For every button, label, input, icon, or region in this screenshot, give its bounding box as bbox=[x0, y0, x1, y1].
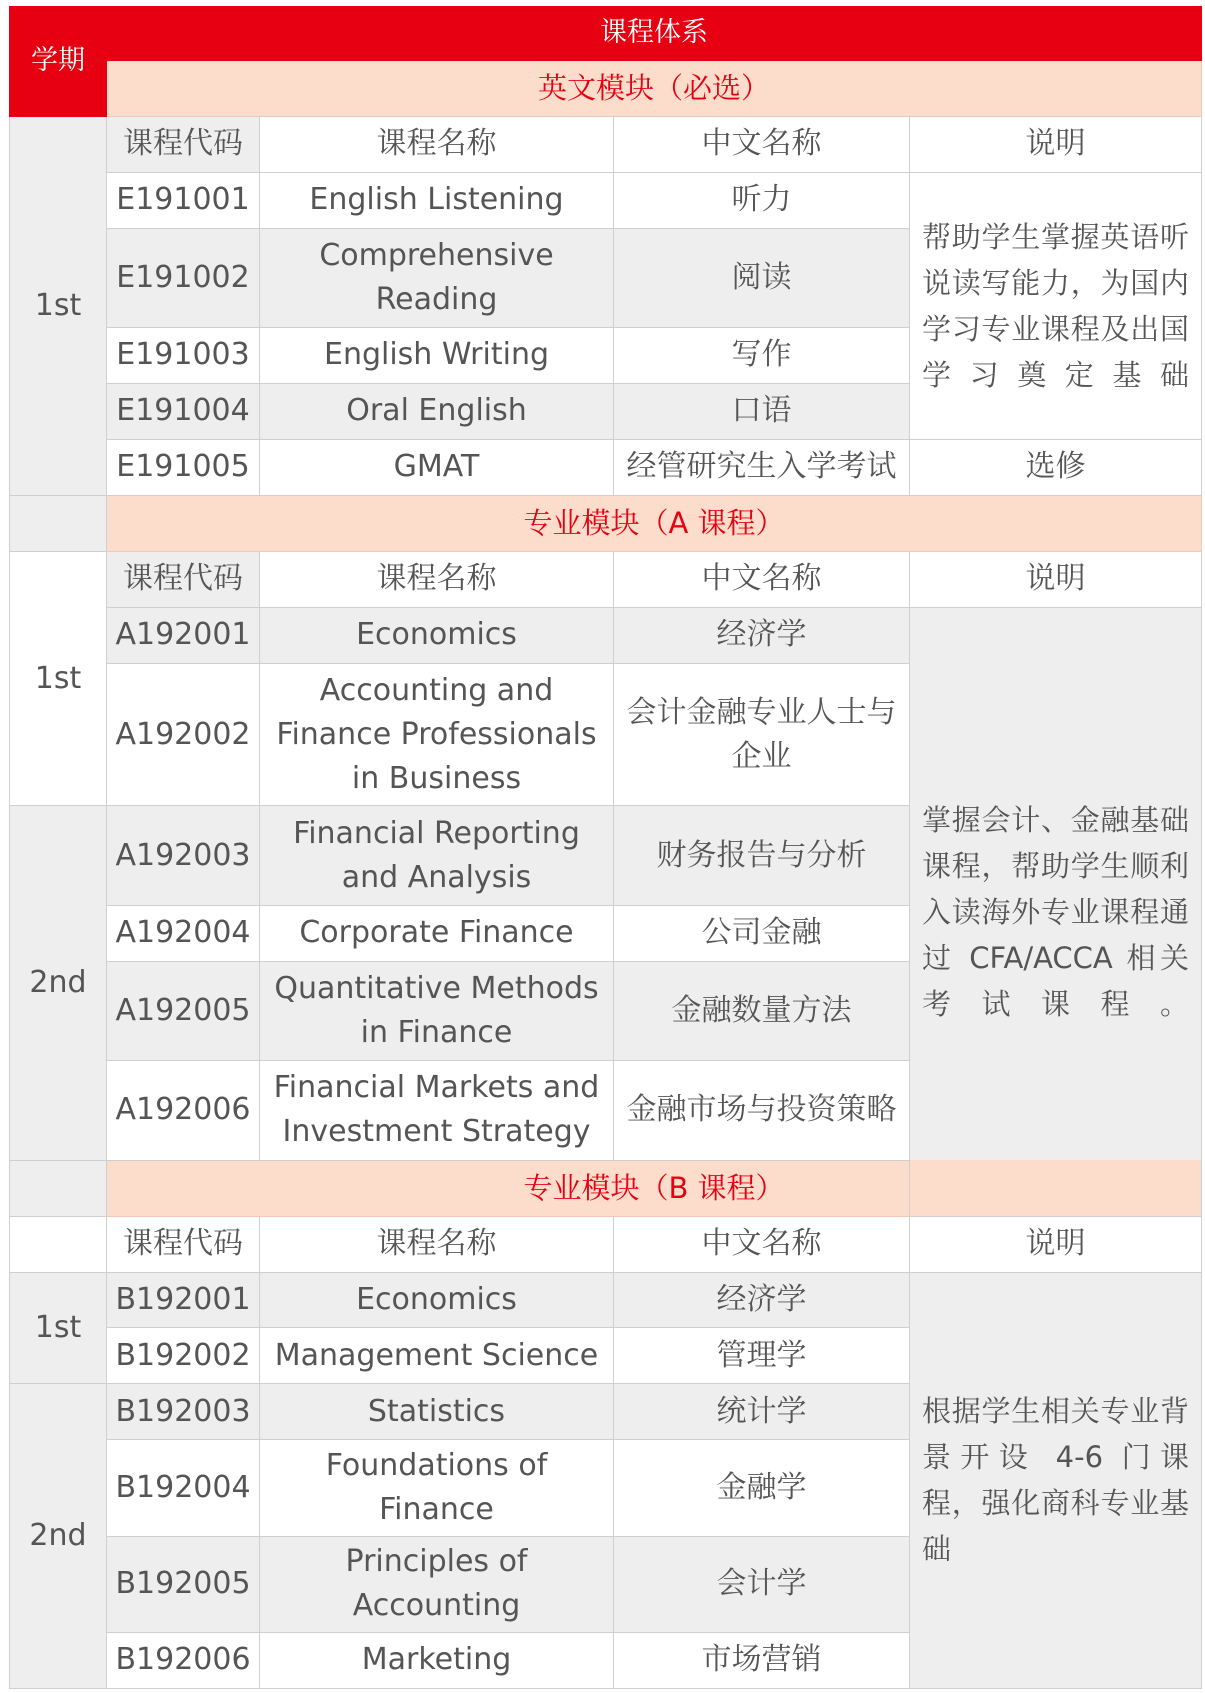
course-name: Quantitative Methods in Finance bbox=[260, 961, 614, 1060]
course-name: Foundations of Finance bbox=[260, 1440, 614, 1536]
course-name: Financial Markets and Investment Strategy bbox=[260, 1061, 614, 1160]
col-header-cn-name: 中文名称 bbox=[614, 551, 910, 607]
course-name: Corporate Finance bbox=[260, 905, 614, 961]
course-name: GMAT bbox=[260, 439, 614, 495]
col-header-desc: 说明 bbox=[910, 116, 1202, 172]
english-note-text: 帮助学生掌握英语听说读写能力，为国内学习专业课程及出国学习奠定基础 bbox=[922, 219, 1189, 392]
module-b-term1-cell: 1st bbox=[10, 1272, 107, 1384]
course-cn-name: 经管研究生入学考试 bbox=[614, 439, 910, 495]
course-code: A192003 bbox=[107, 806, 260, 905]
module-b-note-text: 根据学生相关专业背景开设 4-6 门课程，强化商科专业基础 bbox=[922, 1394, 1189, 1567]
english-term-cell: 1st bbox=[10, 116, 107, 495]
col-header-name: 课程名称 bbox=[260, 116, 614, 172]
course-cn-name: 经济学 bbox=[614, 1272, 910, 1328]
col-header-desc: 说明 bbox=[910, 551, 1202, 607]
module-a-term1-cell: 1st bbox=[10, 551, 107, 806]
module-a-title: 专业模块（A 课程） bbox=[107, 495, 1202, 551]
course-name: Oral English bbox=[260, 383, 614, 439]
module-a-note-text: 掌握会计、金融基础课程，帮助学生顺利入读海外专业课程通过 CFA/ACCA 相关考试课程。 bbox=[922, 802, 1189, 1021]
course-code: B192004 bbox=[107, 1440, 260, 1536]
module-a-note bbox=[910, 607, 1202, 1216]
course-code: A192001 bbox=[107, 607, 260, 663]
course-name: English Listening bbox=[260, 172, 614, 228]
course-cn-name: 财务报告与分析 bbox=[614, 806, 910, 905]
module-b-term2-cell: 2nd bbox=[10, 1384, 107, 1689]
elective-note: 选修 bbox=[910, 439, 1202, 495]
spacer-cell bbox=[10, 1160, 107, 1216]
module-a-term2-cell: 2nd bbox=[10, 806, 107, 1160]
col-header-code: 课程代码 bbox=[107, 116, 260, 172]
course-cn-name: 金融数量方法 bbox=[614, 961, 910, 1060]
course-name: Marketing bbox=[260, 1632, 614, 1688]
course-cn-name: 经济学 bbox=[614, 607, 910, 663]
course-name: Financial Reporting and Analysis bbox=[260, 806, 614, 905]
col-header-desc: 说明 bbox=[910, 1216, 1202, 1272]
course-code: E191001 bbox=[107, 172, 260, 228]
module-b-note bbox=[910, 1272, 1202, 1688]
course-cn-name: 听力 bbox=[614, 172, 910, 228]
course-cn-name: 公司金融 bbox=[614, 905, 910, 961]
english-module-title: 英文模块（必选） bbox=[107, 60, 1202, 116]
course-code: B192003 bbox=[107, 1384, 260, 1440]
english-note bbox=[910, 172, 1202, 439]
course-code: E191002 bbox=[107, 228, 260, 327]
spacer-cell bbox=[10, 1216, 107, 1272]
course-code: A192006 bbox=[107, 1061, 260, 1160]
course-cn-name: 会计学 bbox=[614, 1536, 910, 1632]
course-name: Accounting and Finance Professionals in Business bbox=[260, 663, 614, 806]
course-cn-name: 统计学 bbox=[614, 1384, 910, 1440]
col-header-cn-name: 中文名称 bbox=[614, 116, 910, 172]
course-code: E191003 bbox=[107, 328, 260, 384]
course-cn-name: 管理学 bbox=[614, 1328, 910, 1384]
course-name: Comprehensive Reading bbox=[260, 228, 614, 327]
course-cn-name: 写作 bbox=[614, 328, 910, 384]
course-code: B192006 bbox=[107, 1632, 260, 1688]
course-code: A192005 bbox=[107, 961, 260, 1060]
col-header-code: 课程代码 bbox=[107, 551, 260, 607]
course-name: Management Science bbox=[260, 1328, 614, 1384]
course-name: Statistics bbox=[260, 1384, 614, 1440]
course-cn-name: 阅读 bbox=[614, 228, 910, 327]
course-code: E191005 bbox=[107, 439, 260, 495]
course-code: A192004 bbox=[107, 905, 260, 961]
course-code: E191004 bbox=[107, 383, 260, 439]
col-header-code: 课程代码 bbox=[107, 1216, 260, 1272]
course-cn-name: 市场营销 bbox=[614, 1632, 910, 1688]
curriculum-table bbox=[9, 6, 1202, 1689]
course-cn-name: 金融学 bbox=[614, 1440, 910, 1536]
col-header-cn-name: 中文名称 bbox=[614, 1216, 910, 1272]
col-header-name: 课程名称 bbox=[260, 1216, 614, 1272]
course-code: A192002 bbox=[107, 663, 260, 806]
course-cn-name: 口语 bbox=[614, 383, 910, 439]
course-code: B192002 bbox=[107, 1328, 260, 1384]
spacer-cell bbox=[10, 495, 107, 551]
course-cn-name: 金融市场与投资策略 bbox=[614, 1061, 910, 1160]
course-code: B192001 bbox=[107, 1272, 260, 1328]
course-name: Economics bbox=[260, 607, 614, 663]
course-name: Principles of Accounting bbox=[260, 1536, 614, 1632]
curriculum-system-header: 课程体系 bbox=[107, 7, 1202, 61]
course-code: B192005 bbox=[107, 1536, 260, 1632]
course-name: Economics bbox=[260, 1272, 614, 1328]
course-cn-name: 会计金融专业人士与企业 bbox=[614, 663, 910, 806]
module-b-title: 专业模块（B 课程） bbox=[107, 1160, 1202, 1216]
col-header-name: 课程名称 bbox=[260, 551, 614, 607]
term-header: 学期 bbox=[10, 7, 107, 117]
course-name: English Writing bbox=[260, 328, 614, 384]
